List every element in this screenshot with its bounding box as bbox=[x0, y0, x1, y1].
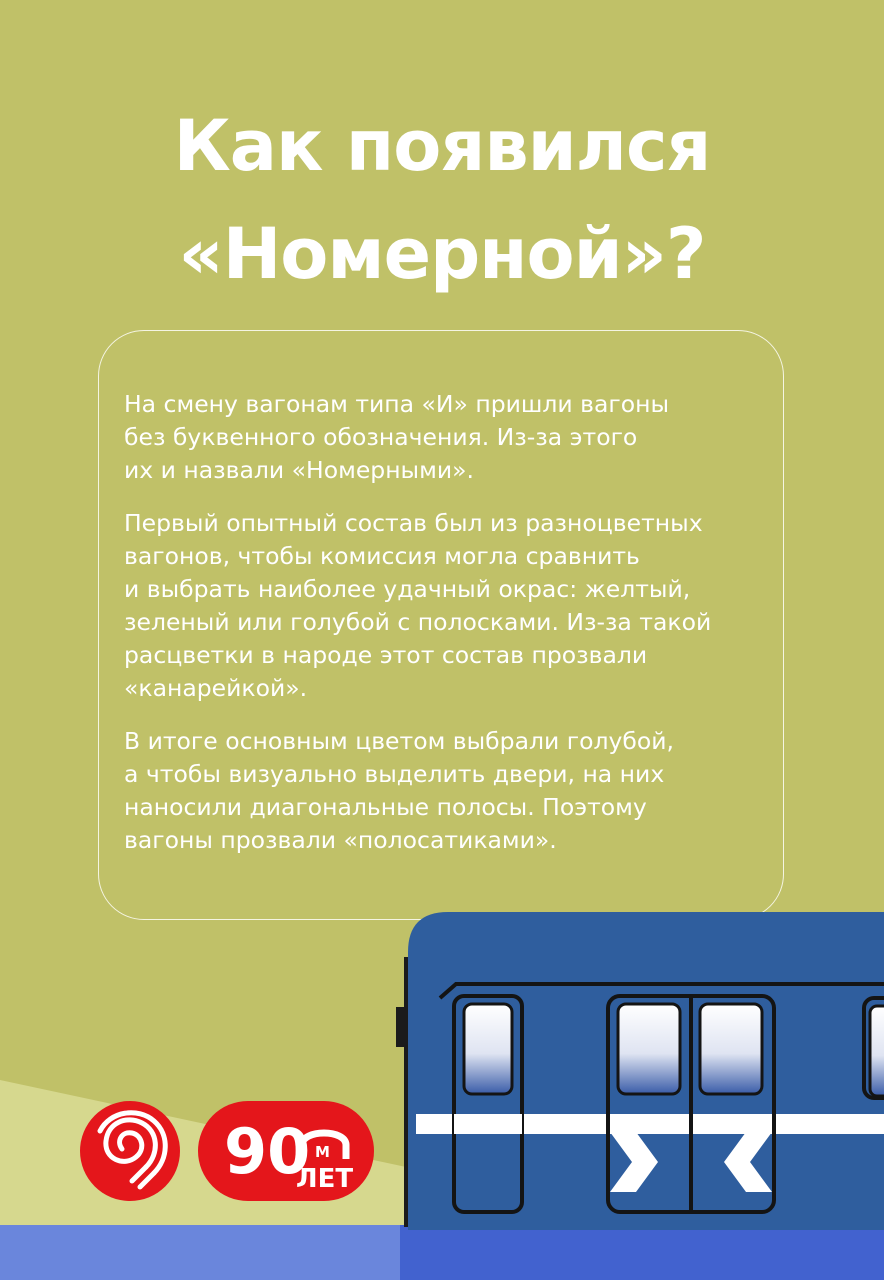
text-line: На смену вагонам типа «И» пришли вагоны bbox=[124, 390, 670, 418]
metro-train-car-icon bbox=[396, 912, 884, 1230]
anniversary-letter: М bbox=[315, 1143, 330, 1161]
text-line: и выбрать наиболее удачный окрас: желтый, bbox=[124, 575, 691, 603]
title-line-1: Как появился bbox=[173, 105, 711, 187]
metro-90-years-logo-icon bbox=[198, 1101, 374, 1201]
text-line: Первый опытный состав был из разноцветных bbox=[124, 509, 703, 537]
text-line: без буквенного обозначения. Из-за этого bbox=[124, 423, 638, 451]
page-title bbox=[0, 92, 884, 308]
paragraph-1 bbox=[124, 388, 764, 487]
text-line: вагонов, чтобы комиссия могла сравнить bbox=[124, 542, 640, 570]
text-line: зеленый или голубой с полосками. Из-за такой bbox=[124, 608, 712, 636]
anniversary-word: ЛЕТ bbox=[296, 1164, 354, 1194]
text-line: вагоны прозвали «полосатиками». bbox=[124, 826, 557, 854]
text-line: расцветки в народе этот состав прозвали bbox=[124, 641, 648, 669]
text-line: их и назвали «Номерными». bbox=[124, 456, 474, 484]
paragraph-2 bbox=[124, 507, 764, 705]
text-line: а чтобы визуально выделить двери, на них bbox=[124, 760, 665, 788]
anniversary-number: 90 bbox=[224, 1115, 311, 1188]
title-line-2: «Номерной»? bbox=[178, 213, 706, 295]
moscow-metro-logo-icon bbox=[80, 1101, 180, 1201]
paragraph-3 bbox=[124, 725, 764, 857]
info-card-text bbox=[124, 388, 764, 877]
text-line: В итоге основным цветом выбрали голубой, bbox=[124, 727, 675, 755]
text-line: наносили диагональные полосы. Поэтому bbox=[124, 793, 647, 821]
platform-floor-light bbox=[0, 1225, 400, 1280]
text-line: «канарейкой». bbox=[124, 674, 308, 702]
